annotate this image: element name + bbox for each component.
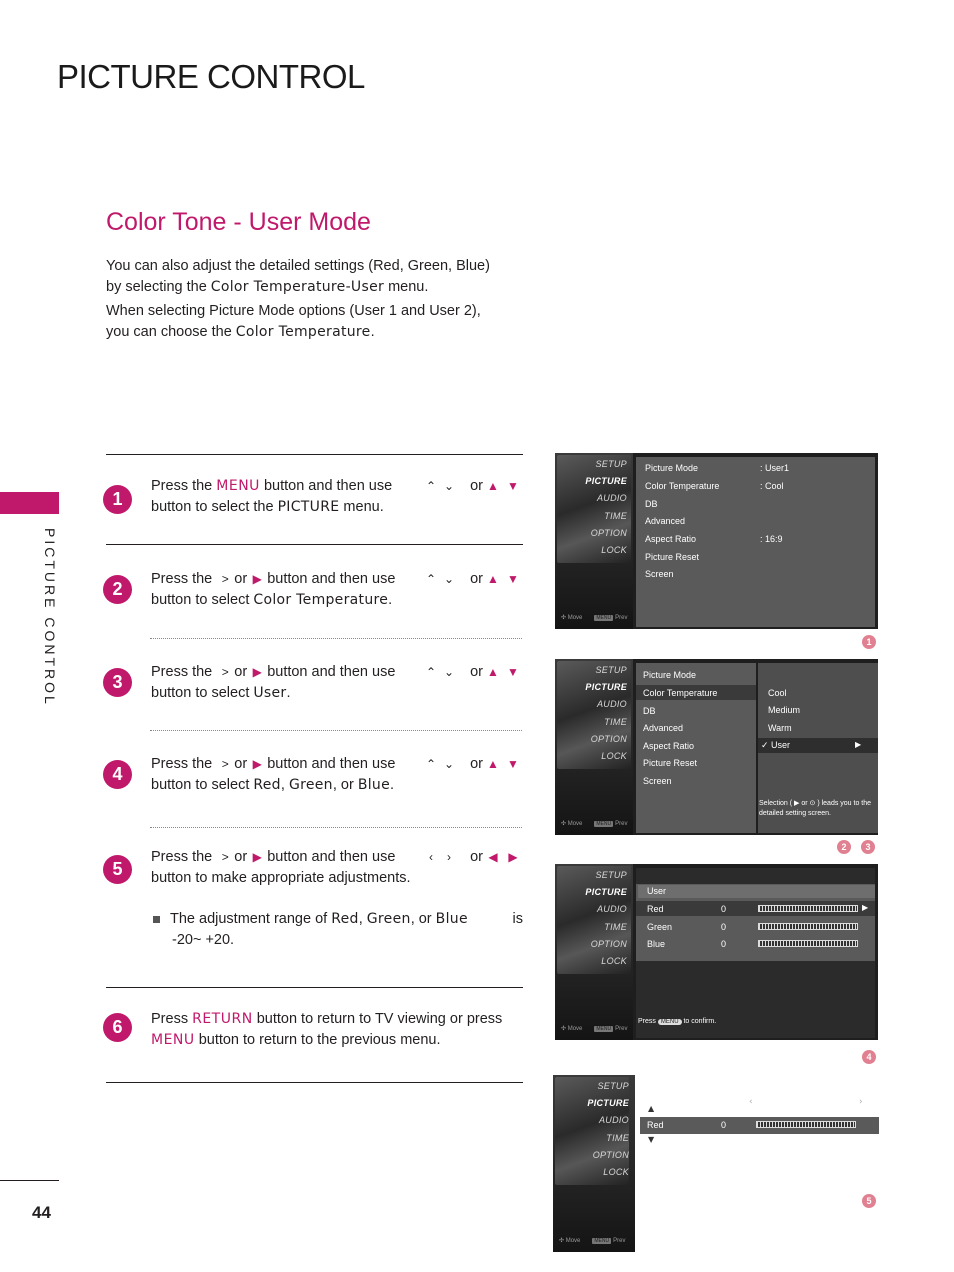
step-1-text [151, 476, 523, 518]
osd-menu-audio: AUDIO [596, 904, 627, 914]
highlight-term: Red [253, 777, 281, 793]
osd-menu-lock: LOCK [601, 956, 627, 966]
osd-menu-picture: PICTURE [585, 476, 627, 486]
triangle-right-icon: ▶ [252, 665, 262, 679]
osd-menu-setup: SETUP [597, 1081, 629, 1091]
osd-value: 0 [721, 1120, 727, 1130]
triangle-up-icon: ▲ [487, 665, 499, 679]
step-text: Press the [151, 756, 213, 772]
menu-key-icon: MENU [658, 1019, 682, 1025]
chevron-down-icon: ⌄ [443, 665, 455, 679]
triangle-down-icon: ▼ [648, 1135, 655, 1144]
osd-hint [638, 1018, 716, 1025]
step-text: or [234, 571, 248, 587]
osd-bottom-bar: ✣ Move MENU Prev [561, 615, 628, 621]
prev-label: Prev [613, 1238, 626, 1244]
step-tag: 5 [862, 1194, 876, 1208]
page-title: PICTURE CONTROL [57, 58, 365, 95]
highlight-term: Blue [357, 777, 391, 793]
section-title: Color Tone - User Mode [106, 208, 371, 236]
step-text: , [280, 777, 285, 793]
osd-menu-option: OPTION [590, 939, 627, 949]
divider [106, 987, 523, 988]
triangle-down-icon: ▼ [507, 479, 519, 493]
osd-menu-lock: LOCK [603, 1167, 629, 1177]
osd-menu-audio: AUDIO [596, 699, 627, 709]
osd-value: : User1 [760, 463, 790, 473]
menu-button-label: MENU [216, 478, 260, 494]
osd-item: Advanced [645, 516, 686, 526]
menu-key-icon: MENU [596, 821, 612, 827]
osd-menu-setup: SETUP [595, 459, 627, 469]
osd-item: Blue [647, 939, 666, 949]
note-text: , [358, 911, 363, 927]
step-text: or [470, 849, 483, 865]
highlight-term: Color Temperature [235, 324, 371, 340]
osd-menu-time: TIME [604, 511, 627, 521]
osd-menu-time: TIME [604, 717, 627, 727]
divider [106, 1082, 523, 1083]
chapter-label: PICTURE CONTROL [42, 528, 58, 707]
highlight-term: Color Temperature-User [210, 279, 385, 295]
step-text: menu. [343, 499, 384, 515]
osd-menu-picture: PICTURE [585, 887, 627, 897]
step-tag: 4 [862, 1050, 876, 1064]
step-number: 3 [103, 668, 132, 697]
triangle-left-icon: ◀ [488, 850, 498, 864]
prev-label: Prev [615, 821, 628, 827]
triangle-right-icon: ▶ [252, 572, 262, 586]
osd-item: Picture Mode [643, 670, 697, 680]
osd-screenshot-4 [553, 1075, 635, 1252]
confirm-label: to confirm. [683, 1018, 717, 1025]
highlight-term: User [253, 685, 287, 701]
dotted-divider [150, 827, 522, 828]
footer-divider [0, 1180, 59, 1181]
chevron-up-icon: ⌃ [425, 665, 437, 679]
press-label: Press [638, 1018, 656, 1025]
osd-hint: Selection ( ▶ or ⊙ ) leads you to the detailed setting screen. [759, 800, 872, 817]
bullet-icon [153, 916, 160, 923]
step-text: Press the [151, 571, 213, 587]
osd-screenshot-2 [555, 659, 878, 835]
green-slider[interactable] [758, 923, 858, 930]
osd-menu-setup: SETUP [595, 870, 627, 880]
osd-menu-option: OPTION [590, 734, 627, 744]
osd-item: Red [647, 1120, 664, 1130]
osd-menu-column [555, 453, 633, 629]
step-text: or [470, 571, 483, 587]
osd-title: User [647, 886, 667, 896]
chevron-right-icon: > [221, 665, 229, 679]
chevron-right-icon: › [447, 850, 451, 864]
chevron-down-icon: ⌄ [443, 479, 455, 493]
osd-menu-audio: AUDIO [598, 1115, 629, 1125]
triangle-right-icon: ▶ [252, 850, 262, 864]
note-text: , or [410, 911, 432, 927]
osd-bottom-bar: ✣ Move MENU Prev [559, 1238, 626, 1244]
step-text: . [388, 592, 393, 608]
osd-menu-lock: LOCK [601, 751, 627, 761]
divider [106, 454, 523, 455]
osd-screenshot-1 [555, 453, 878, 629]
step-text: button and then use [267, 571, 396, 587]
highlight-term: Green [288, 777, 333, 793]
menu-key-icon: MENU [596, 1026, 612, 1032]
osd-screenshot-3 [555, 864, 878, 1040]
triangle-up-icon: ▲ [487, 479, 499, 493]
menu-button-label: MENU [151, 1032, 195, 1048]
osd-menu-column [553, 1075, 635, 1252]
step-text: button and then use [267, 756, 396, 772]
step-text: . [286, 685, 291, 701]
step-4-text [151, 754, 523, 796]
chevron-up-icon: ⌃ [425, 479, 437, 493]
chevron-left-icon: ‹ [749, 1097, 753, 1107]
triangle-right-icon: ▶ [508, 850, 518, 864]
osd-menu-time: TIME [604, 922, 627, 932]
step-text: Press the [151, 664, 213, 680]
step-tag: 3 [861, 840, 875, 854]
osd-option: Medium [768, 705, 801, 715]
osd-item: Color Temperature [643, 688, 718, 698]
osd-item: Picture Reset [645, 552, 700, 562]
step-text: button to select [151, 592, 250, 608]
triangle-up-icon: ▲ [487, 757, 499, 771]
highlight-term: Color Temperature [253, 592, 389, 608]
chevron-down-icon: ⌄ [443, 757, 455, 771]
step-text: button to select the [151, 499, 274, 515]
osd-menu-column [555, 659, 633, 835]
move-label: Move [567, 615, 583, 621]
osd-menu-column [555, 864, 633, 1040]
osd-item: Advanced [643, 723, 684, 733]
osd-menu-lock: LOCK [601, 545, 627, 555]
osd-value: 0 [721, 904, 727, 914]
osd-user-header [638, 885, 875, 898]
step-2-text [151, 569, 523, 611]
chevron-right-icon: > [221, 757, 229, 771]
step-text: Press [151, 1011, 189, 1027]
menu-key-icon: MENU [594, 1238, 610, 1244]
move-label: Move [567, 821, 583, 827]
step-text: , or [332, 777, 354, 793]
step-text: . [390, 777, 395, 793]
page-number: 44 [32, 1203, 51, 1222]
osd-item: Aspect Ratio [643, 741, 695, 751]
osd-item: Screen [645, 569, 674, 579]
chevron-left-icon: ‹ [429, 850, 433, 864]
move-label: Move [565, 1238, 581, 1244]
blue-slider[interactable] [758, 940, 858, 947]
osd-menu-picture: PICTURE [585, 682, 627, 692]
osd-item: Red [647, 904, 664, 914]
osd-option: Warm [768, 723, 792, 733]
step-text: button to select [151, 777, 250, 793]
intro-line: . [370, 324, 375, 340]
osd-item: Color Temperature [645, 481, 720, 491]
intro-text [106, 256, 526, 346]
step-tag: 2 [837, 840, 851, 854]
prev-label: Prev [615, 615, 628, 621]
osd-menu-audio: AUDIO [596, 493, 627, 503]
triangle-up-icon: ▲ [648, 1104, 655, 1113]
osd-item: DB [643, 706, 656, 716]
intro-line: you can choose the [106, 324, 232, 340]
divider [106, 544, 523, 545]
intro-line: You can also adjust the detailed settings (Red, Green, Blue) [106, 258, 490, 274]
osd-item: Aspect Ratio [645, 534, 697, 544]
step-text: Press the [151, 478, 213, 494]
triangle-down-icon: ▼ [507, 572, 519, 586]
triangle-down-icon: ▼ [507, 757, 519, 771]
step-5-text [151, 847, 523, 951]
triangle-right-icon: ▶ [855, 740, 862, 749]
osd-item: Picture Mode [645, 463, 699, 473]
chevron-right-icon: > [221, 572, 229, 586]
move-label: Move [567, 1026, 583, 1032]
chevron-down-icon: ⌄ [443, 572, 455, 586]
intro-line: menu. [388, 279, 429, 295]
osd-item: Picture Reset [643, 758, 698, 768]
red-slider[interactable] [758, 905, 858, 912]
step-text: button to return to TV viewing or press [256, 1011, 503, 1027]
step-text: or [470, 478, 483, 494]
highlight-term: Blue [435, 911, 468, 927]
step-text: button to make appropriate adjustments. [151, 870, 411, 886]
osd-value: : Cool [760, 481, 784, 491]
step-text: or [234, 664, 248, 680]
osd-item: Screen [643, 776, 672, 786]
osd-bottom-bar: ✣ Move MENU Prev [561, 821, 628, 827]
osd-value: 0 [721, 922, 727, 932]
osd-bottom-bar: ✣ Move MENU Prev [561, 1026, 628, 1032]
step-text: or [234, 849, 248, 865]
step-number: 2 [103, 575, 132, 604]
highlight-term: Red [331, 911, 359, 927]
triangle-right-icon: ▶ [252, 757, 262, 771]
highlight-term: Green [366, 911, 411, 927]
red-slider[interactable] [756, 1121, 856, 1128]
return-button-label: RETURN [192, 1011, 253, 1027]
triangle-down-icon: ▼ [507, 665, 519, 679]
step-text: or [470, 756, 483, 772]
range-note [151, 909, 523, 951]
step-number: 1 [103, 485, 132, 514]
prev-label: Prev [615, 1026, 628, 1032]
intro-line: When selecting Picture Mode options (User 1 and User 2), [106, 303, 481, 319]
step-text: Press the [151, 849, 213, 865]
step-text: or [470, 664, 483, 680]
step-6-text [151, 1009, 523, 1051]
osd-option: Cool [768, 688, 787, 698]
triangle-up-icon: ▲ [487, 572, 499, 586]
chapter-tab [0, 492, 59, 514]
step-3-text [151, 662, 523, 704]
intro-line: by selecting the [106, 279, 207, 295]
step-tag: 1 [862, 635, 876, 649]
step-text: button to select [151, 685, 250, 701]
osd-item: Green [647, 922, 673, 932]
chevron-up-icon: ⌃ [425, 572, 437, 586]
step-number: 5 [103, 855, 132, 884]
chevron-right-icon: › [859, 1097, 863, 1107]
note-text: The adjustment range of [170, 911, 328, 927]
osd-value: 0 [721, 939, 727, 949]
dotted-divider [150, 638, 522, 639]
osd-item: DB [645, 499, 658, 509]
highlight-term: PICTURE [277, 499, 340, 515]
step-text: button and then use [267, 664, 396, 680]
note-text: is [512, 911, 523, 927]
triangle-right-icon: ▶ [862, 903, 869, 912]
osd-menu-picture: PICTURE [587, 1098, 629, 1108]
osd-menu-time: TIME [606, 1133, 629, 1143]
step-text: or [234, 756, 248, 772]
step-number: 6 [103, 1013, 132, 1042]
dotted-divider [150, 730, 522, 731]
note-text: -20~ +20. [172, 932, 235, 948]
chevron-right-icon: > [221, 850, 229, 864]
menu-key-icon: MENU [596, 615, 612, 621]
osd-menu-option: OPTION [592, 1150, 629, 1160]
step-text: button to return to the previous menu. [198, 1032, 441, 1048]
step-text: button and then use [263, 478, 393, 494]
osd-menu-option: OPTION [590, 528, 627, 538]
chevron-up-icon: ⌃ [425, 757, 437, 771]
osd-value: : 16:9 [760, 534, 783, 544]
step-number: 4 [103, 760, 132, 789]
osd-menu-setup: SETUP [595, 665, 627, 675]
step-text: button and then use [267, 849, 396, 865]
osd-option: ✓ User [761, 740, 791, 750]
